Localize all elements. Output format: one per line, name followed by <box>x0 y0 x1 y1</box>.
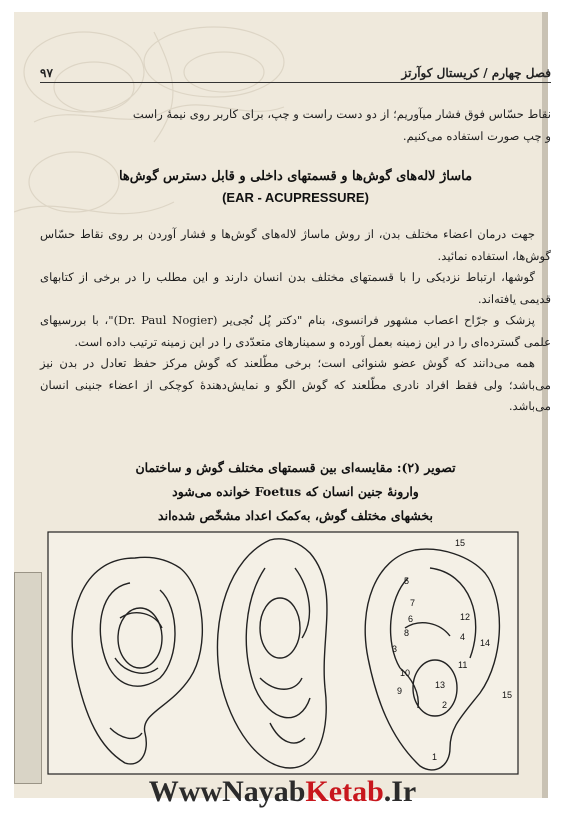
page-number: ۹۷ <box>40 66 53 80</box>
section-subtitle: (EAR - ACUPRESSURE) <box>222 190 369 205</box>
figure-label: 12 <box>460 612 471 622</box>
figure-label: 5 <box>404 576 410 586</box>
caption-line: بخشهای مختلف گوش، به‌کمک اعداد مشخّص شده‌اند <box>158 508 433 523</box>
figure-label: 6 <box>408 614 414 624</box>
watermark-part: Ketab <box>305 775 384 808</box>
figure-label: 7 <box>410 598 416 608</box>
section-title: ماساژ لاله‌های گوش‌ها و قسمتهای داخلی و قابل دسترس گوش‌ها <box>118 169 473 184</box>
figure-caption <box>40 456 551 528</box>
figure-label: 15 <box>455 538 466 548</box>
intro-line: و چپ صورت استفاده می‌کنیم. <box>402 128 551 143</box>
intro-text <box>40 104 551 147</box>
library-stamp <box>14 572 42 784</box>
paragraph: گوشها، ارتباط نزدیکی را با قسمتهای مختلف بدن انسان دارند و این مطلب را در برخی از کتابهای قدیمی یافته‌اند. <box>40 270 551 306</box>
page-header <box>40 58 551 80</box>
intro-line: نقاط حسّاس فوق فشار میآوریم؛ از دو دست راست و چپ، برای کاربر روی نیمهٔ راست <box>132 107 551 121</box>
ear-foetus-figure <box>40 528 528 778</box>
watermark-part: WwwNayab <box>148 775 306 808</box>
caption-line: وارونهٔ جنین انسان که Foetus خوانده می‌شود <box>172 484 419 499</box>
figure-label: 14 <box>480 638 491 648</box>
paragraph: پزشک و جرّاح اعصاب مشهور فرانسوی، بنام "دکتر پُل نُجی‌یر (Dr. Paul Nogier)"، با بررسیهای علمی گسترده‌ای را در این زمینه بعمل آورده و سمینارهای متعدّدی را در این زمینه ترتیب داده است. <box>40 313 551 349</box>
chapter-title: فصل چهارم / کریستال کوآرتز <box>401 66 551 80</box>
figure-label: 11 <box>458 660 468 670</box>
paragraph: همه می‌دانند که گوش عضو شنوائی است؛ برخی مطّلعند که گوش مرکز حفظ تعادل در بدن نیز می‌باشد؛ ولی فقط افراد نادری مطّلعند که گوش الگو و نمایش‌دهندهٔ کوچکی از اعضاء جنینی انسان می‌باشد. <box>40 356 551 413</box>
figure-label: 13 <box>435 680 446 690</box>
site-watermark <box>0 772 565 812</box>
watermark-part: .Ir <box>383 775 417 808</box>
figure-label: 10 <box>400 668 411 678</box>
figure-frame <box>48 532 518 774</box>
figure-label: 15 <box>502 690 513 700</box>
figure-label: 3 <box>392 644 398 654</box>
header-divider <box>40 82 551 83</box>
figure-label: 2 <box>442 700 448 710</box>
figure-label: 8 <box>404 628 410 638</box>
figure-label: 4 <box>460 632 466 642</box>
paragraph: جهت درمان اعضاء مختلف بدن، از روش ماساژ لاله‌های گوش‌ها و فشار آوردن بر روی نقاط حسّاس گوش‌ها، استفاده نمائید. <box>40 227 551 263</box>
body-text <box>40 224 551 418</box>
caption-line: تصویر (۲): مقایسه‌ای بین قسمتهای مختلف گوش و ساختمان <box>135 460 456 475</box>
figure-label: 9 <box>397 686 403 696</box>
figure-label: 1 <box>432 752 438 762</box>
